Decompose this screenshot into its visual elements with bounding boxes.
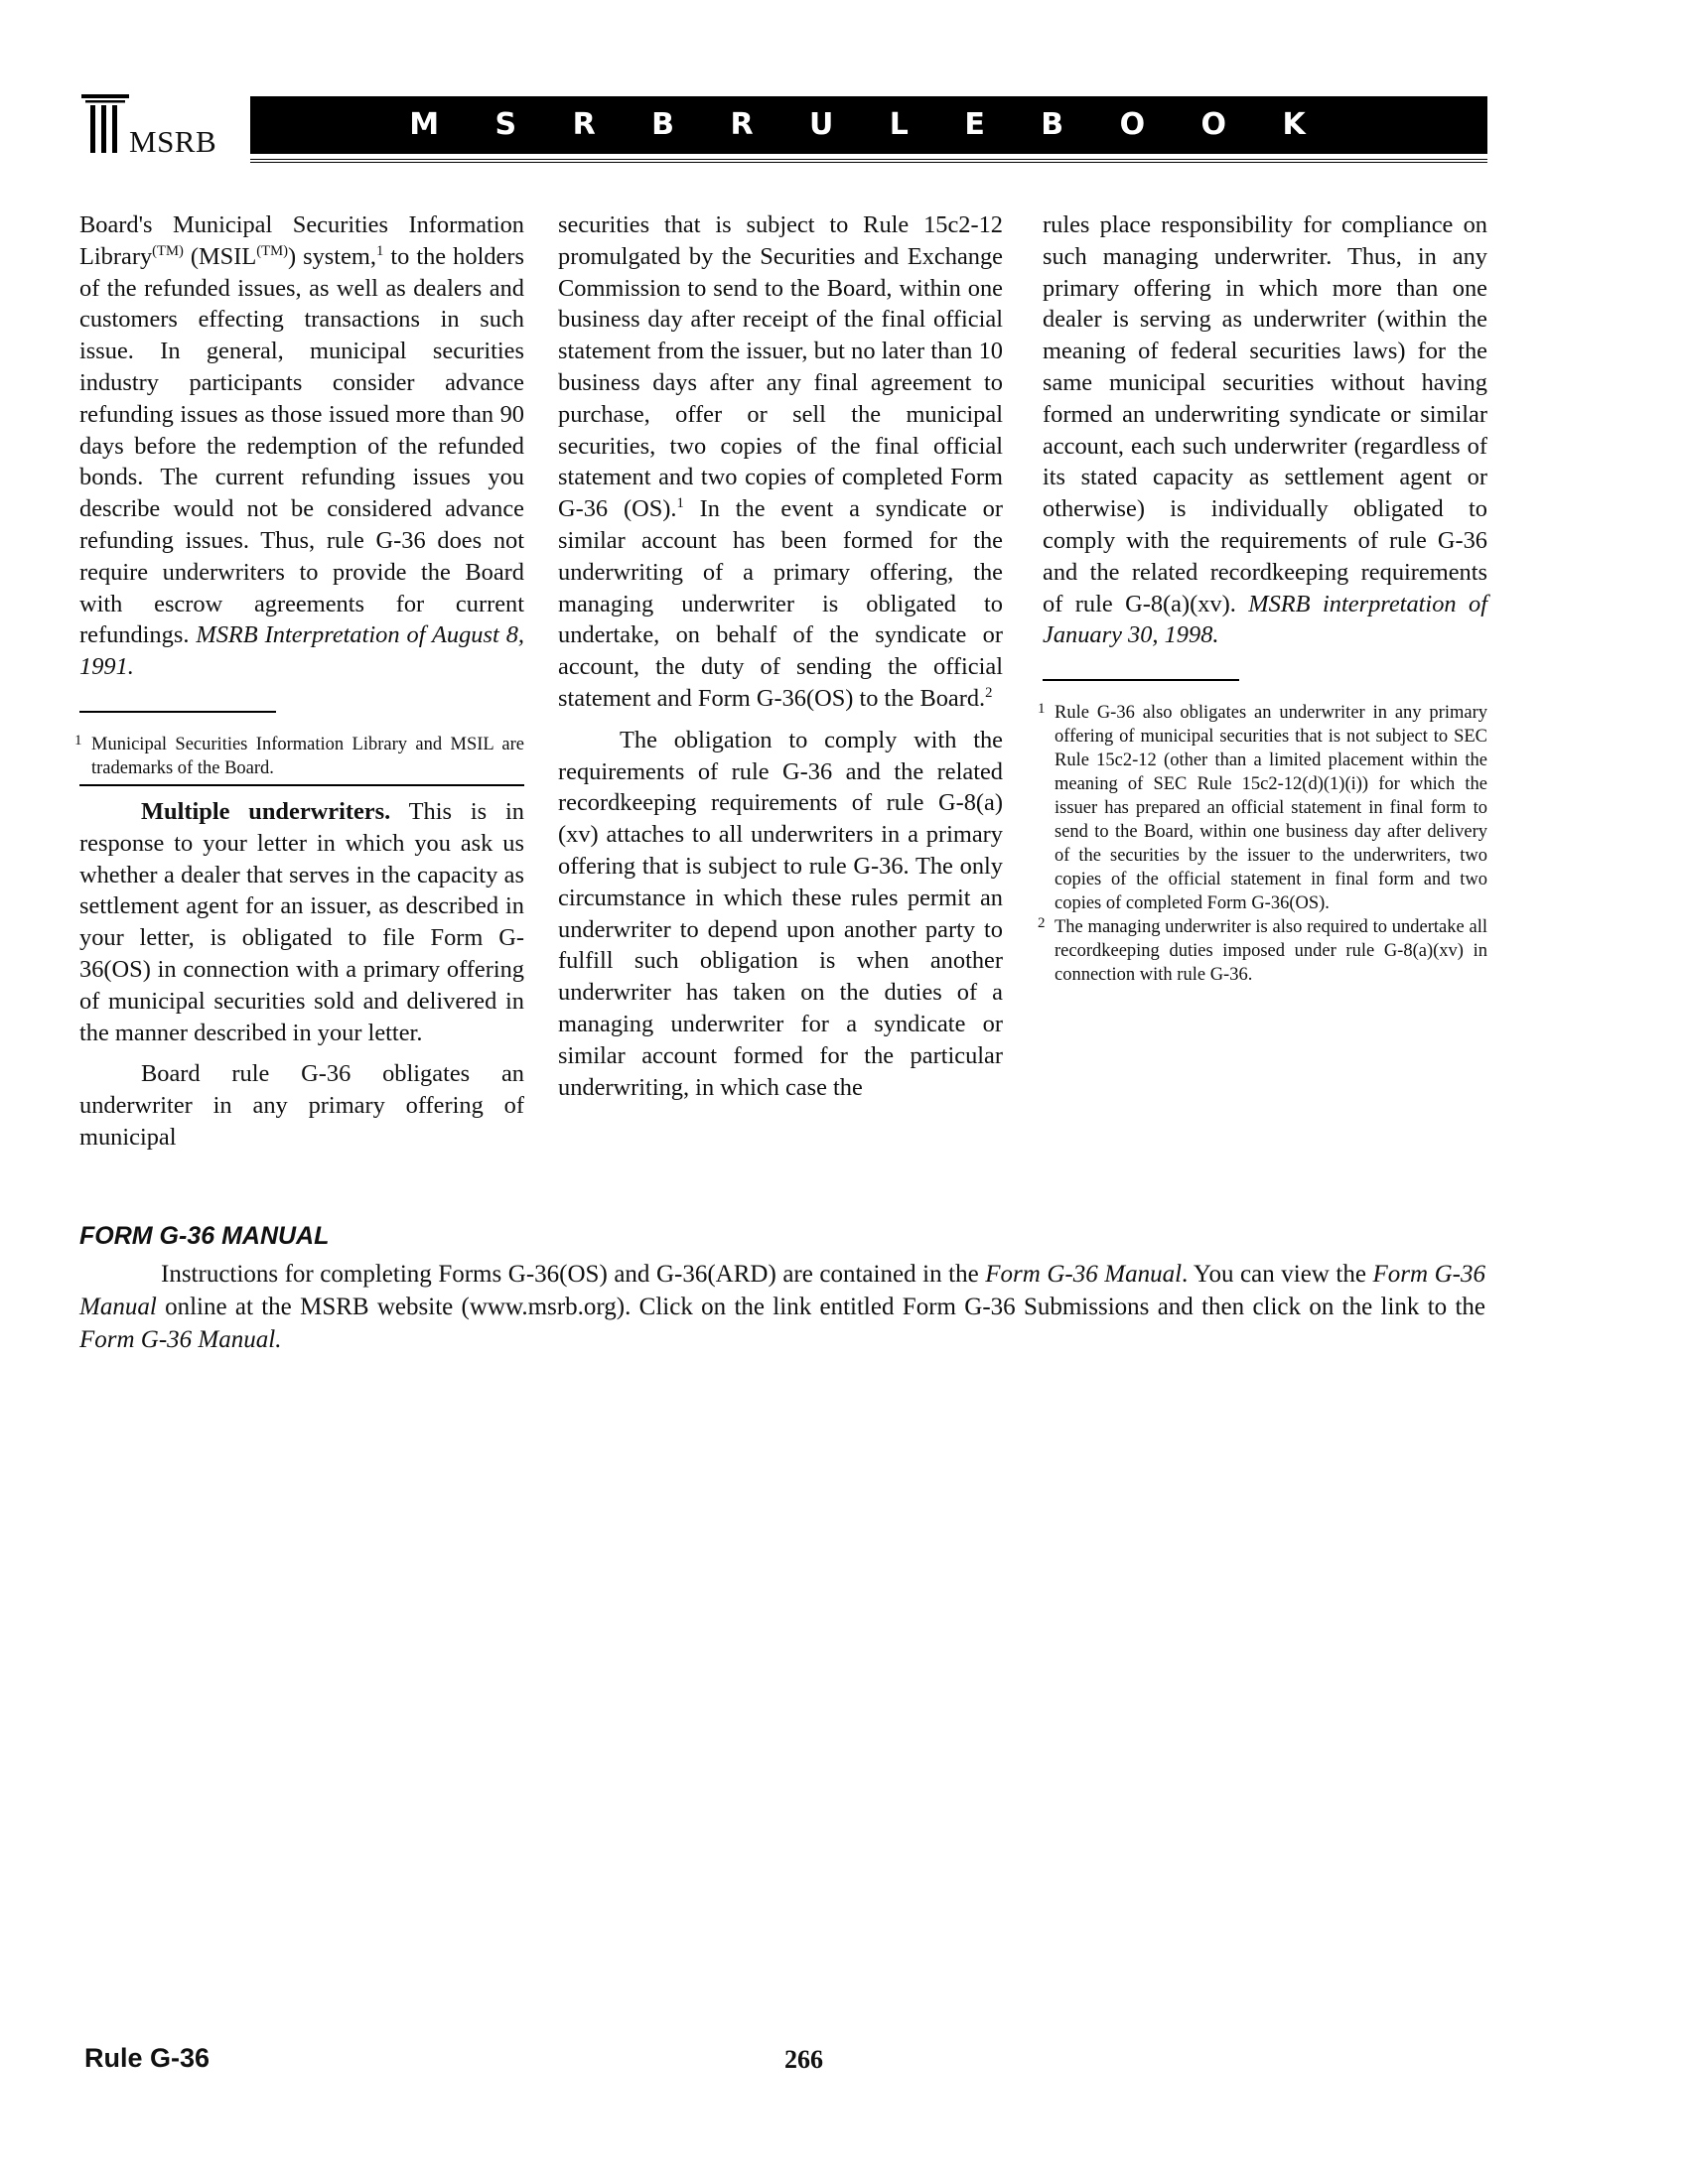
footnote-ref: 1 <box>676 495 684 512</box>
footnote-ref: 1 <box>375 242 384 259</box>
section-heading-inline: Multiple underwriters. <box>141 797 391 825</box>
footnote-number: 2 <box>1038 915 1046 932</box>
header-title-bar: M S R B R U L E B O O K <box>250 96 1487 154</box>
header-divider <box>250 159 1487 163</box>
footnote-divider <box>79 711 276 713</box>
text-span: In the event a syndicate or similar account has been formed for the underwriting of a primary offering, the managing underwriter is obligated to undertake, on behalf of the syndicate or account, the duty of sending the official statement and Form G-36(OS) to the Board. <box>558 495 1003 712</box>
manual-title: Form G-36 Manual. <box>79 1326 282 1353</box>
footnote-number: 1 <box>1038 701 1046 718</box>
trademark-sup: (TM) <box>256 242 288 259</box>
trademark-sup: (TM) <box>152 242 184 259</box>
text-column-1 <box>74 209 525 1154</box>
footnote-end-rule <box>79 784 524 786</box>
paragraph-multiple-underwriters <box>79 796 524 1048</box>
paragraph-rule-g36: Board rule G-36 obligates an underwriter in any primary offering of municipal <box>79 1060 524 1151</box>
footnote-1 <box>1038 701 1487 915</box>
footnote-2 <box>1038 915 1487 987</box>
text-column-3 <box>1038 209 1487 987</box>
text-span: (MSIL <box>183 242 257 270</box>
text-span: ) system, <box>287 242 376 270</box>
paragraph-securities <box>558 209 1003 715</box>
footer-rule-label: Rule G-36 <box>84 2043 211 2073</box>
paragraph-form-manual <box>79 1258 1485 1356</box>
footnote-divider <box>1043 679 1239 681</box>
paragraph-obligation: The obligation to comply with the requirements of rule G-36 and the related recordkeeping requirements of rule G-8(a)(xv) attaches to all underwriters in a primary offering that is subject to rule G-36. The only circumstance in which these rules permit an underwriter to depend upon another party to fulfill such obligation is when another underwriter has taken on the duties of a managing underwriter for a syndicate or similar account formed for the particular underwriting, in which case the <box>558 726 1003 1101</box>
footnote-text: The managing underwriter is also required to undertake all recordkeeping duties imposed under rule G-8(a)(xv) in connection with rule G-36. <box>1055 917 1487 986</box>
footnote-number: 1 <box>74 732 82 749</box>
manual-title: Form G-36 Manual <box>985 1261 1183 1288</box>
paragraph-managing-underwriter <box>1043 209 1487 651</box>
text-span: Board's Municipal Securities Information Library <box>79 211 524 270</box>
text-span: Instructions for completing Forms G-36(OS) and G-36(ARD) are contained in the <box>161 1261 986 1288</box>
text-span: online at the MSRB website (www.msrb.org). Click on the link entitled Form G-36 Submissions and then click on the link to the <box>156 1294 1485 1320</box>
text-span: securities that is subject to Rule 15c2-12 promulgated by the Securities and Exchange Commission to send to the Board, within one business day after receipt of the final official statement from the issuer, but no later than 10 business days after any final agreement to purchase, offer or sell the municipal securities, two copies of the final official statement and two copies of completed Form G-36 (OS). <box>558 211 1003 523</box>
text-span: . You can view the <box>1182 1261 1373 1288</box>
footnote-ref: 2 <box>985 684 993 701</box>
footnote-text: Rule G-36 also obligates an underwriter in any primary offering of municipal securities that is not subject to SEC Rule 15c2-12 (other than a limited placement within the meaning of SEC Rule 15c2-12(d)(1)(i)) for which the issuer has prepared an official statement in final form to send to the Board, within one business day after delivery of the securities by the issuer to the underwriters, two copies of the official statement in final form and two copies of completed Form G-36(OS). <box>1055 703 1487 914</box>
text-span: rules place responsibility for compliance on such managing underwriter. Thus, in any primary offering in which more than one dealer is serving as underwriter (within the meaning of federal securities laws) for the same municipal securities without having formed an underwriting syndicate or similar account, each such underwriter (regardless of its stated capacity as settlement agent or otherwise) is individually obligated to comply with the requirements of rule G-36 and the related recordkeeping requirements of rule G-8(a)(xv). <box>1043 211 1487 617</box>
text-span: to the holders of the refunded issues, as well as dealers and customers effecting transactions in such issue. In general, municipal securities industry participants consider advance refunding issues as those issued more than 90 days before the redemption of the refunded bonds. The current refunding issues you describe would not be considered advance refunding issues. Thus, rule G-36 does not require underwriters to provide the Board with escrow agreements for current refundings. <box>79 242 524 649</box>
manual-title: Form G-36 Manual <box>79 1261 1485 1320</box>
text-span: This is in response to your letter in which you ask us whether a dealer that serves in the capacity as settlement agent for an issuer, as described in your letter, is obligated to file Form G-36(OS) in connection with a primary offering of municipal securities sold and delivered in the manner described in your letter. <box>79 797 524 1046</box>
page-number: 266 <box>784 2045 823 2074</box>
text-column-2 <box>558 209 1003 1103</box>
citation: MSRB interpretation of January 30, 1998. <box>1043 590 1487 649</box>
logo-text: MSRB <box>129 124 217 159</box>
footnote-1 <box>74 732 524 780</box>
citation: MSRB Interpretation of August 8, 1991. <box>79 621 525 681</box>
footnote-text: Municipal Securities Information Library and MSIL are trademarks of the Board. <box>91 734 524 778</box>
paragraph-advance-refunding <box>79 209 524 683</box>
section-heading-form-manual: FORM G-36 MANUAL <box>79 1222 330 1250</box>
